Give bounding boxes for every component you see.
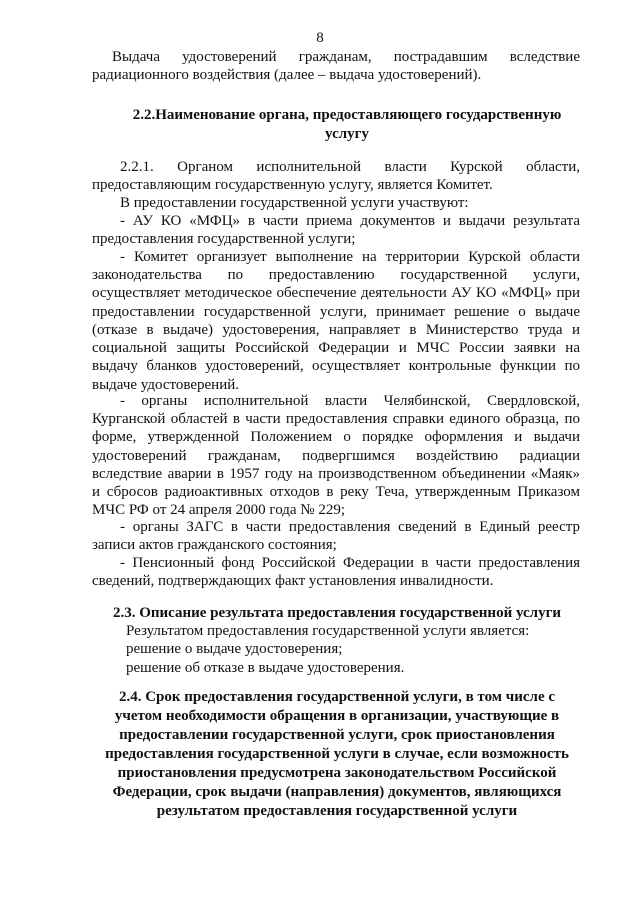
- text-line: выдаче удостоверений.: [92, 376, 240, 393]
- heading-line: Федерации, срок выдачи (направления) документов, являющихся: [112, 784, 562, 800]
- text-line: записи актов гражданского состояния;: [92, 537, 337, 553]
- participant-pension-fund: [120, 554, 580, 572]
- text-line: предоставлении государственной услуги, принимает решение о выдаче: [92, 303, 580, 320]
- text-line: Курганской областей в части предоставления справки единого образца, по: [92, 411, 580, 427]
- paragraph-2-2-1: [120, 158, 580, 176]
- text-line: и сбросов радиоактивных отходов в реку Теча, утвержденным Приказом: [92, 484, 580, 501]
- text-line: - Комитет организует выполнение на территории Курской области: [120, 249, 580, 265]
- participant-regions-cont: [92, 410, 580, 520]
- participant-mfc-cont: [92, 230, 580, 248]
- section-2-4-heading: [92, 688, 582, 821]
- heading-line: предоставления государственной услуги в случае, если возможность: [105, 746, 569, 762]
- participant-pension-fund-cont: [92, 572, 580, 590]
- text-line: осуществляет методическое обеспечение деятельности АУ КО «МФЦ» при: [92, 285, 580, 302]
- text-line: Результатом предоставления государственной услуги является:: [126, 623, 530, 639]
- text-line: - Пенсионный фонд Российской Федерации в части предоставления: [120, 555, 580, 571]
- heading-line: приостановления предусмотрена законодательством Российской: [117, 765, 557, 781]
- text-line: решение об отказе в выдаче удостоверения.: [126, 659, 405, 676]
- participants-intro: [120, 194, 608, 212]
- text-line: предоставляющим государственную услугу, является Комитет.: [92, 177, 493, 193]
- heading-line: 2.2.Наименование органа, предоставляющего государственную: [132, 107, 562, 123]
- heading-line: 2.4. Срок предоставления государственной услуги, в том числе с: [118, 689, 556, 705]
- text-line: социальной защиты Российской Федерации и МЧС России заявки на: [92, 340, 580, 357]
- result-paragraph: [126, 622, 580, 677]
- text-line: МЧС РФ от 24 апреля 2000 года № 229;: [92, 502, 346, 519]
- participant-mfc: [120, 212, 580, 230]
- participant-committee: [120, 248, 580, 266]
- text-line: выдачу бланков удостоверений, осуществляет контрольные функции по: [92, 358, 580, 375]
- text-line: Выдача удостоверений гражданам, пострадавшим вследствие: [112, 49, 580, 65]
- heading-line: результатом предоставления государственной услуги: [156, 803, 518, 819]
- text-line: радиационного воздействия (далее – выдача удостоверений).: [92, 67, 482, 83]
- text-line: вследствие аварии в 1957 году на производственном объединении «Маяк»: [92, 465, 580, 482]
- section-2-3-heading: [92, 604, 582, 623]
- text-line: законодательства по предоставлению государственной услуги,: [92, 267, 580, 283]
- heading-line: услугу: [325, 126, 369, 142]
- text-line: форме, утвержденной Положением о порядке оформления и выдачи: [92, 429, 580, 446]
- heading-line: 2.3. Описание результата предоставления государственной услуги: [112, 605, 562, 621]
- text-line: решение о выдаче удостоверения;: [126, 641, 343, 658]
- text-line: сведений, подтверждающих факт установления инвалидности.: [92, 573, 494, 589]
- text-line: - органы ЗАГС в части предоставления сведений в Единый реестр: [120, 519, 580, 535]
- intro-paragraph-cont: [92, 66, 580, 84]
- heading-line: учетом необходимости обращения в организации, участвующие в: [114, 708, 560, 724]
- text-line: В предоставлении государственной услуги участвуют:: [120, 195, 469, 211]
- text-line: 2.2.1. Органом исполнительной власти Курской области,: [120, 159, 580, 175]
- participant-zags-cont: [92, 536, 580, 554]
- text-line: удостоверений гражданам, подвергшимся воздействию радиации: [92, 447, 580, 464]
- text-line: - АУ КО «МФЦ» в части приема документов и выдачи результата: [120, 213, 580, 229]
- participant-zags: [120, 518, 580, 536]
- text-line: предоставления государственной услуги;: [92, 231, 356, 247]
- paragraph-2-2-1-cont: [92, 176, 580, 194]
- intro-paragraph: [112, 48, 580, 66]
- text-line: (отказе в выдаче) удостоверения, направляет в Министерство труда и: [92, 321, 580, 338]
- section-2-2-heading: [112, 106, 582, 144]
- participant-regions: [120, 392, 580, 410]
- page-number: 8: [316, 30, 324, 46]
- text-line: - органы исполнительной власти Челябинской, Свердловской,: [120, 393, 580, 409]
- heading-line: предоставлении государственной услуги, срок приостановления: [119, 727, 555, 743]
- participant-committee-cont: [92, 266, 580, 394]
